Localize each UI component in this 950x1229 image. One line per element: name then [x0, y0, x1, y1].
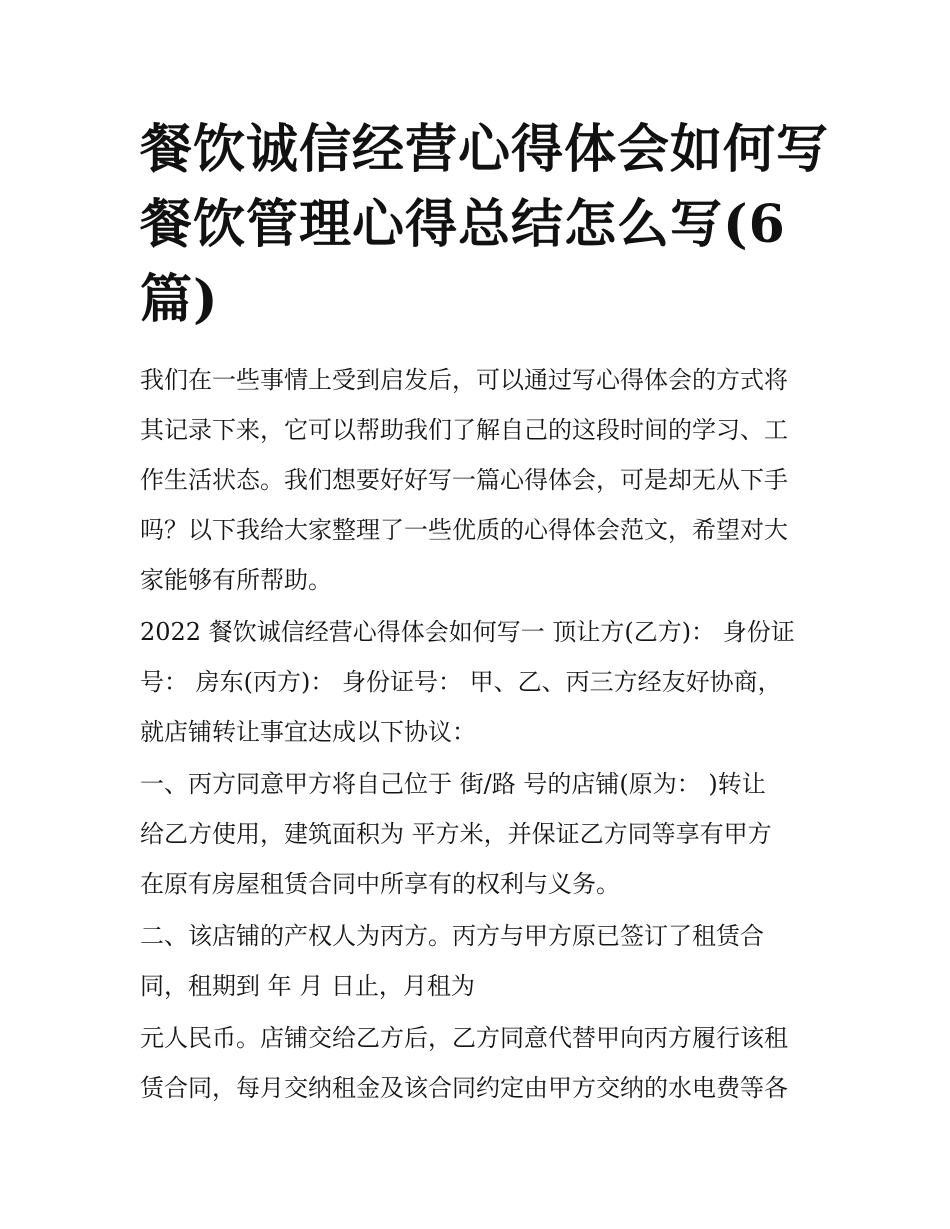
title-line-1: 餐饮诚信经营心得体会如何写: [140, 119, 830, 180]
body-line-5: 家能够有所帮助。: [140, 566, 332, 594]
body-line-14: 元人民币。店铺交给乙方后，乙方同意代替甲向丙方履行该租: [140, 1024, 788, 1052]
body-line-1: 我们在一些事情上受到启发后，可以通过写心得体会的方式将: [140, 366, 788, 394]
body-line-2: 其记录下来，它可以帮助我们了解自己的这段时间的学习、工: [140, 416, 788, 444]
title-line-2: 餐饮管理心得总结怎么写(6: [140, 194, 786, 255]
body-line-10: 给乙方使用，建筑面积为 平方米，并保证乙方同等享有甲方: [140, 820, 772, 848]
body-line-6: 2022 餐饮诚信经营心得体会如何写一 顶让方(乙方)： 身份证: [140, 618, 795, 646]
document-title: [140, 112, 830, 337]
body-line-8: 就店铺转让事宜达成以下协议：: [140, 718, 476, 746]
body-line-12: 二、该店铺的产权人为丙方。丙方与甲方原已签订了租赁合: [140, 922, 764, 950]
body-line-15: 赁合同，每月交纳租金及该合同约定由甲方交纳的水电费等各: [140, 1074, 788, 1102]
body-line-9: 一、丙方同意甲方将自己位于 街/路 号的店铺(原为： )转让: [140, 770, 766, 798]
body-line-4: 吗？以下我给大家整理了一些优质的心得体会范文，希望对大: [140, 516, 788, 544]
body-line-7: 号： 房东(丙方)： 身份证号： 甲、乙、丙三方经友好协商，: [140, 668, 782, 696]
body-line-11: 在原有房屋租赁合同中所享有的权利与义务。: [140, 870, 620, 898]
body-line-13: 同，租期到 年 月 日止，月租为: [140, 972, 475, 1000]
title-line-3: 篇): [140, 269, 219, 330]
body-line-3: 作生活状态。我们想要好好写一篇心得体会，可是却无从下手: [140, 466, 788, 494]
